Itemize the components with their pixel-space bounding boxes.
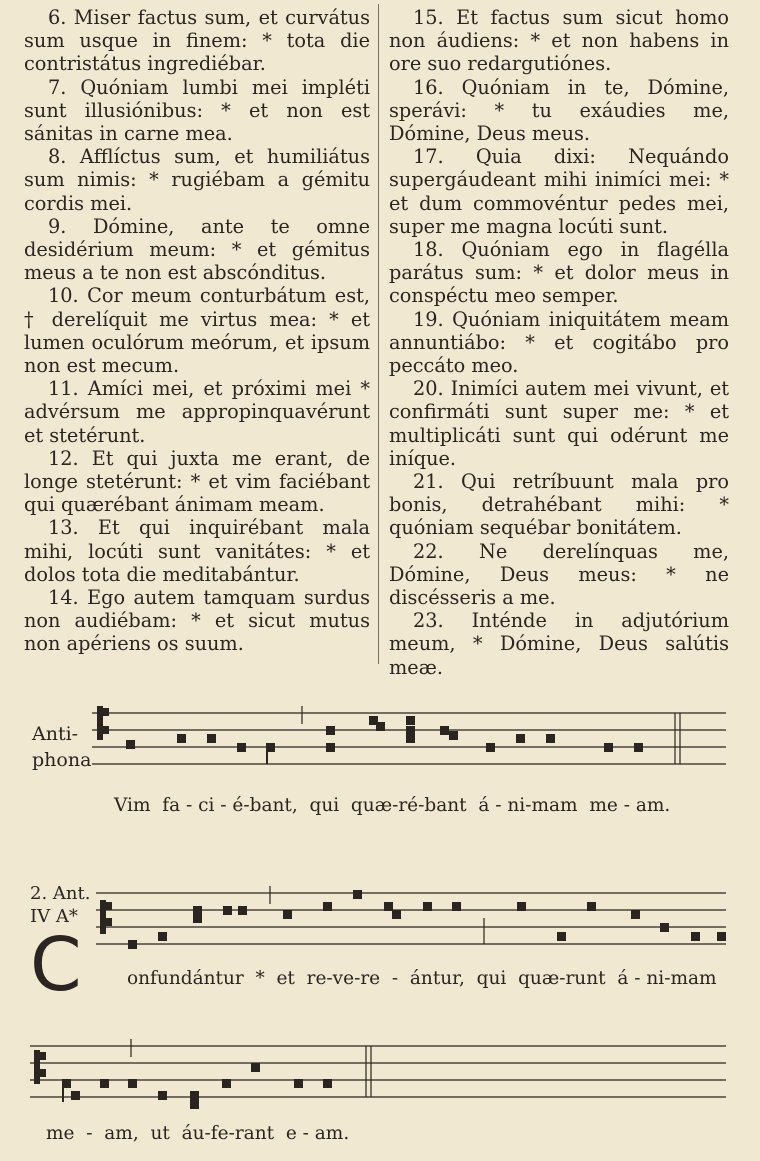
verse-22: 22. Ne derelínquas me, Dómine, Deus meus: * ne discésseris a me. [389,539,729,610]
verse-7: 7. Quóniam lumbi mei impléti sunt illusiónibus: * et non est sánitas in carne mea. [24,75,370,146]
verse-12: 12. Et qui juxta me erant, de longe stetérunt: * et vim faciébant qui quærébant ánimam meam. [24,446,370,517]
antiphon2-lyric-line1: onfundántur * et re-ve-re - ántur, qui quæ-runt á - ni-mam [127,968,717,989]
antiphon1-label-line1: Anti- [32,723,79,745]
verse-8: 8. Afflíctus sum, et humiliátus sum nimis: * rugiébam a gémitu cordis mei. [24,145,370,215]
antiphon2-lyric-line2: me - am, ut áu-fe-rant e - am. [46,1123,350,1144]
verse-6: 6. Miser factus sum, et curvátus sum usque in finem: * tota die contristátus ingrediébar. [24,6,370,76]
verse-20: 20. Inimíci autem mei vivunt, et confirmáti sunt super me: * et multiplicáti sunt qui odérunt me iníque. [389,377,729,470]
verse-21: 21. Qui retríbuunt mala pro bonis, detrahébant mihi: * quóniam sequébar bonitátem. [389,470,729,540]
verse-17: 17. Quia dixi: Nequándo supergáudeant mihi inimíci mei: * et dum commovéntur pedes mei, super me magna locúti sunt. [389,145,729,238]
antiphon2-label-line1: 2. Ant. [30,883,91,904]
verse-16: 16. Quóniam in te, Dómine, sperávi: * tu exáudies me, Dómine, Deus meus. [389,75,729,146]
verse-13: 13. Et qui inquirébant mala mihi, locúti sunt vanitátes: * et dolos tota die meditabántur. [24,516,370,586]
antiphon2-neumes-1 [100,890,726,949]
verse-11: 11. Amíci mei, et próximi mei * advérsum me appropinquavérunt et stetérunt. [24,377,370,447]
verse-14: 14. Ego autem tamquam surdus non audiébam: * et sicut mutus non apériens os suum. [24,586,370,656]
antiphon1-lyric: Vim fa - ci - é-bant, qui quæ-ré-bant á - ni-mam me - am. [114,795,671,816]
verse-18: 18. Quóniam ego in flagélla parátus sum: * et dolor meus in conspéctu meo semper. [389,238,729,308]
antiphon1-staff [0,700,760,780]
antiphon2-initial-letter: C [30,922,82,1008]
psalm-right-column [389,6,729,679]
psalm-left-column [24,6,370,656]
verse-23: 23. Inténde in adjutórium meum, * Dómine, Deus salútis meæ. [389,609,729,679]
antiphon2-label-line2: IV A* [30,906,78,927]
antiphon2-staff-1 [0,880,760,960]
verse-19: 19. Quóniam iniquitátem meam annuntiábo: * et cogitábo pro peccáto meo. [389,307,729,378]
antiphon1-label-line2: phona [32,749,92,771]
column-divider [378,4,379,664]
verse-15: 15. Et factus sum sicut homo non áudiens: * et non habens in ore suo redargutiónes. [389,6,729,76]
antiphon2-staff-2 [0,1033,760,1113]
verse-10: 10. Cor meum conturbátum est, † derelíquit me virtus mea: * et lumen oculórum meórum, et ipsum non est mecum. [24,284,370,378]
antiphon1-neumes [97,706,643,764]
verse-9: 9. Dómine, ante te omne desidérium meum: * et gémitus meus a te non est abscónditus. [24,214,370,285]
